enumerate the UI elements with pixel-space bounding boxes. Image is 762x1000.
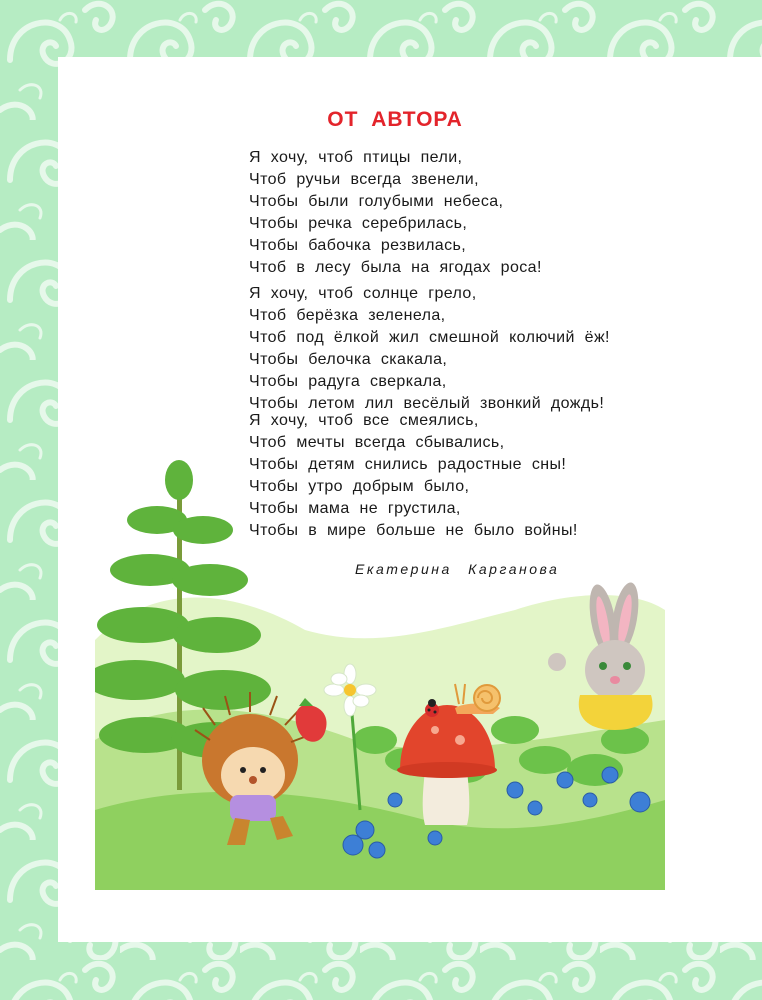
verse-line: Чтобы мама не грустила, — [249, 500, 461, 517]
verse-line: Чтобы в мире больше не было войны! — [249, 522, 578, 539]
stanza-1 — [249, 147, 542, 279]
verse-line: Я хочу, чтоб все смеялись, — [249, 412, 479, 429]
verse-line: Я хочу, чтоб птицы пели, — [249, 149, 463, 166]
stanza-2 — [249, 283, 610, 415]
verse-line: Чтобы радуга сверкала, — [249, 373, 447, 390]
meadow-illustration — [95, 440, 665, 900]
verse-line: Чтобы детям снились радостные сны! — [249, 456, 567, 473]
verse-line: Чтобы бабочка резвилась, — [249, 237, 467, 254]
verse-line: Я хочу, чтоб солнце грело, — [249, 285, 477, 302]
verse-line: Чтоб мечты всегда сбывались, — [249, 434, 505, 451]
author-signature: Екатерина Карганова — [355, 561, 560, 577]
verse-line: Чтоб под ёлкой жил смешной колючий ёж! — [249, 329, 610, 346]
verse-line: Чтоб берёзка зеленела, — [249, 307, 446, 324]
verse-line: Чтобы белочка скакала, — [249, 351, 448, 368]
verse-line: Чтобы были голубыми небеса, — [249, 193, 504, 210]
verse-line: Чтобы утро добрым было, — [249, 478, 470, 495]
page-title: ОТ АВТОРА — [327, 108, 463, 131]
verse-line: Чтоб ручьи всегда звенели, — [249, 171, 479, 188]
verse-line: Чтобы речка серебрилась, — [249, 215, 468, 232]
verse-line: Чтобы летом лил весёлый звонкий дождь! — [249, 395, 605, 412]
verse-line: Чтоб в лесу была на ягодах роса! — [249, 259, 542, 276]
